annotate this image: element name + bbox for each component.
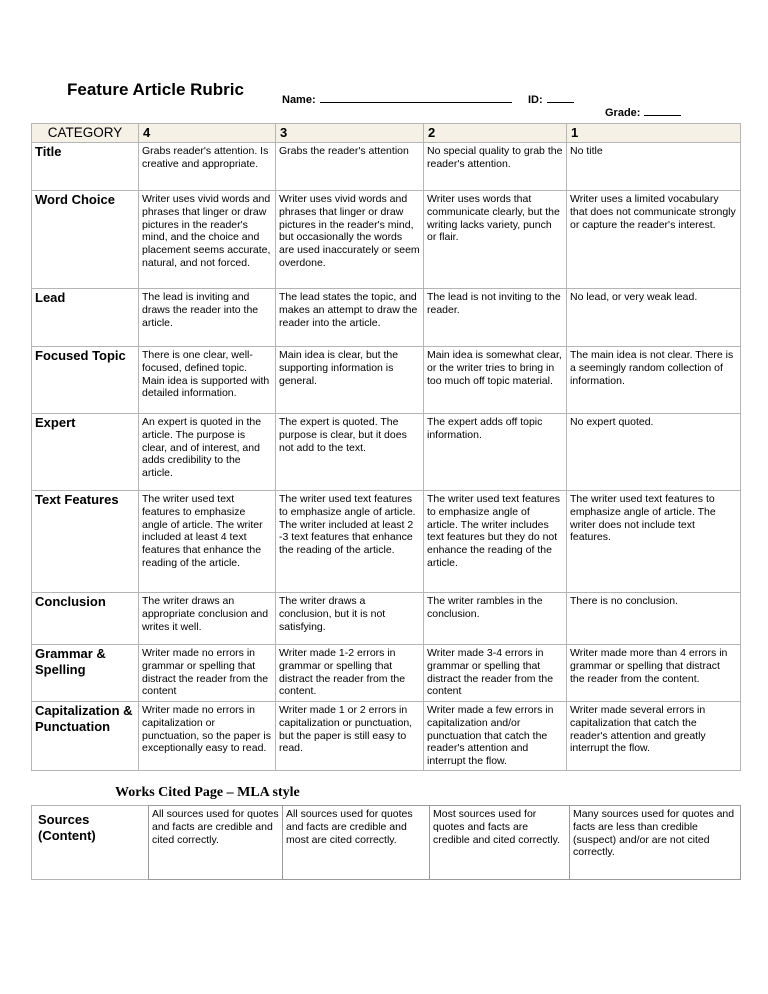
criterion-cell: Writer uses vivid words and phrases that linger or draw pictures in the reader's mind, and the choice and placement seems accurate, natural, and not forced.	[139, 191, 276, 289]
level-1-header: 1	[567, 124, 741, 143]
grade-blank	[644, 104, 681, 116]
criterion-cell: Most sources used for quotes and facts are credible and cited correctly.	[430, 806, 570, 880]
criterion-cell: Writer uses a limited vocabulary that does not communicate strongly or capture the reader's interest.	[567, 191, 741, 289]
grade-field	[605, 104, 681, 119]
criterion-cell: Writer made several errors in capitalization that catch the reader's attention and greatly interrupt the flow.	[567, 702, 741, 771]
criterion-cell: The writer used text features to emphasize angle of article. The writer included at least 2 -3 text features that enhance the reading of the article.	[276, 491, 424, 593]
category-label: Word Choice	[32, 191, 139, 289]
name-label: Name:	[282, 94, 316, 106]
criterion-cell: The writer draws a conclusion, but it is not satisfying.	[276, 593, 424, 645]
criterion-cell: The lead states the topic, and makes an attempt to draw the reader into the article.	[276, 289, 424, 347]
category-label: Title	[32, 143, 139, 191]
criterion-cell: Grabs reader's attention. Is creative and appropriate.	[139, 143, 276, 191]
category-label: Grammar & Spelling	[32, 645, 139, 702]
category-label: Expert	[32, 414, 139, 491]
name-field	[282, 91, 512, 106]
criterion-cell: The main idea is not clear. There is a seemingly random collection of information.	[567, 347, 741, 414]
criterion-cell: Writer made 3-4 errors in grammar or spelling that distract the reader from the content	[424, 645, 567, 702]
works-cited-heading: Works Cited Page – MLA style	[115, 785, 300, 800]
criterion-cell: The lead is inviting and draws the reader into the article.	[139, 289, 276, 347]
criterion-cell: The writer rambles in the conclusion.	[424, 593, 567, 645]
rubric-table	[31, 123, 741, 771]
id-field	[528, 91, 574, 106]
row-expert	[32, 414, 741, 491]
page-title: Feature Article Rubric	[67, 80, 244, 99]
criterion-cell: Writer made no errors in grammar or spelling that distract the reader from the content	[139, 645, 276, 702]
criterion-cell: The writer used text features to emphasize angle of article. The writer does not include text features.	[567, 491, 741, 593]
criterion-cell: No special quality to grab the reader's attention.	[424, 143, 567, 191]
criterion-cell: All sources used for quotes and facts are credible and most are cited correctly.	[283, 806, 430, 880]
criterion-cell: An expert is quoted in the article. The purpose is clear, and of interest, and adds credibility to the article.	[139, 414, 276, 491]
id-blank	[547, 91, 574, 103]
criterion-cell: Many sources used for quotes and facts are less than credible (suspect) and/or are not cited correctly.	[570, 806, 741, 880]
criterion-cell: Grabs the reader's attention	[276, 143, 424, 191]
row-text-features	[32, 491, 741, 593]
row-lead	[32, 289, 741, 347]
criterion-cell: No title	[567, 143, 741, 191]
row-word-choice	[32, 191, 741, 289]
criterion-cell: Writer made a few errors in capitalization and/or punctuation that catch the reader's attention and interrupt the flow.	[424, 702, 567, 771]
category-label: Lead	[32, 289, 139, 347]
category-column-header: CATEGORY	[32, 124, 139, 143]
criterion-cell: The expert is quoted. The purpose is clear, but it does not add to the text.	[276, 414, 424, 491]
criterion-cell: There is no conclusion.	[567, 593, 741, 645]
criterion-cell: Writer uses words that communicate clearly, but the writing lacks variety, punch or flair.	[424, 191, 567, 289]
level-2-header: 2	[424, 124, 567, 143]
category-label: Text Features	[32, 491, 139, 593]
name-blank	[320, 91, 512, 103]
criterion-cell: Writer made 1 or 2 errors in capitalization or punctuation, but the paper is still easy to read.	[276, 702, 424, 771]
grade-label: Grade:	[605, 107, 641, 119]
criterion-cell: Main idea is somewhat clear, or the writer tries to bring in too much off topic material.	[424, 347, 567, 414]
criterion-cell: Main idea is clear, but the supporting information is general.	[276, 347, 424, 414]
category-label: Conclusion	[32, 593, 139, 645]
criterion-cell: The writer used text features to emphasize angle of article. The writer included at least 4 text features that enhance the reading of the article.	[139, 491, 276, 593]
row-focused-topic	[32, 347, 741, 414]
rubric-header-row	[32, 124, 741, 143]
id-label: ID:	[528, 94, 543, 106]
criterion-cell: The writer draws an appropriate conclusion and writes it well.	[139, 593, 276, 645]
criterion-cell: The writer used text features to emphasize angle of article. The writer includes text features but they do not enhance the reading of the article.	[424, 491, 567, 593]
level-3-header: 3	[276, 124, 424, 143]
sources-table	[31, 805, 741, 880]
category-label: Sources (Content)	[38, 812, 96, 843]
row-capitalization-punctuation	[32, 702, 741, 771]
criterion-cell: There is one clear, well-focused, defined topic. Main idea is supported with detailed information.	[139, 347, 276, 414]
criterion-cell: Writer made no errors in capitalization or punctuation, so the paper is exceptionally easy to read.	[139, 702, 276, 771]
row-title	[32, 143, 741, 191]
category-label: Capitalization & Punctuation	[32, 702, 139, 771]
criterion-cell: Writer made more than 4 errors in grammar or spelling that distract the reader from the content.	[567, 645, 741, 702]
row-sources	[32, 806, 741, 880]
criterion-cell: The lead is not inviting to the reader.	[424, 289, 567, 347]
row-conclusion	[32, 593, 741, 645]
criterion-cell: Writer made 1-2 errors in grammar or spelling that distract the reader from the content.	[276, 645, 424, 702]
row-grammar-spelling	[32, 645, 741, 702]
criterion-cell: No expert quoted.	[567, 414, 741, 491]
criterion-cell: All sources used for quotes and facts are credible and cited correctly.	[149, 806, 283, 880]
category-label: Focused Topic	[32, 347, 139, 414]
criterion-cell: No lead, or very weak lead.	[567, 289, 741, 347]
level-4-header: 4	[139, 124, 276, 143]
criterion-cell: The expert adds off topic information.	[424, 414, 567, 491]
criterion-cell: Writer uses vivid words and phrases that linger or draw pictures in the reader's mind, but occasionally the words are used inaccurately or seem overdone.	[276, 191, 424, 289]
